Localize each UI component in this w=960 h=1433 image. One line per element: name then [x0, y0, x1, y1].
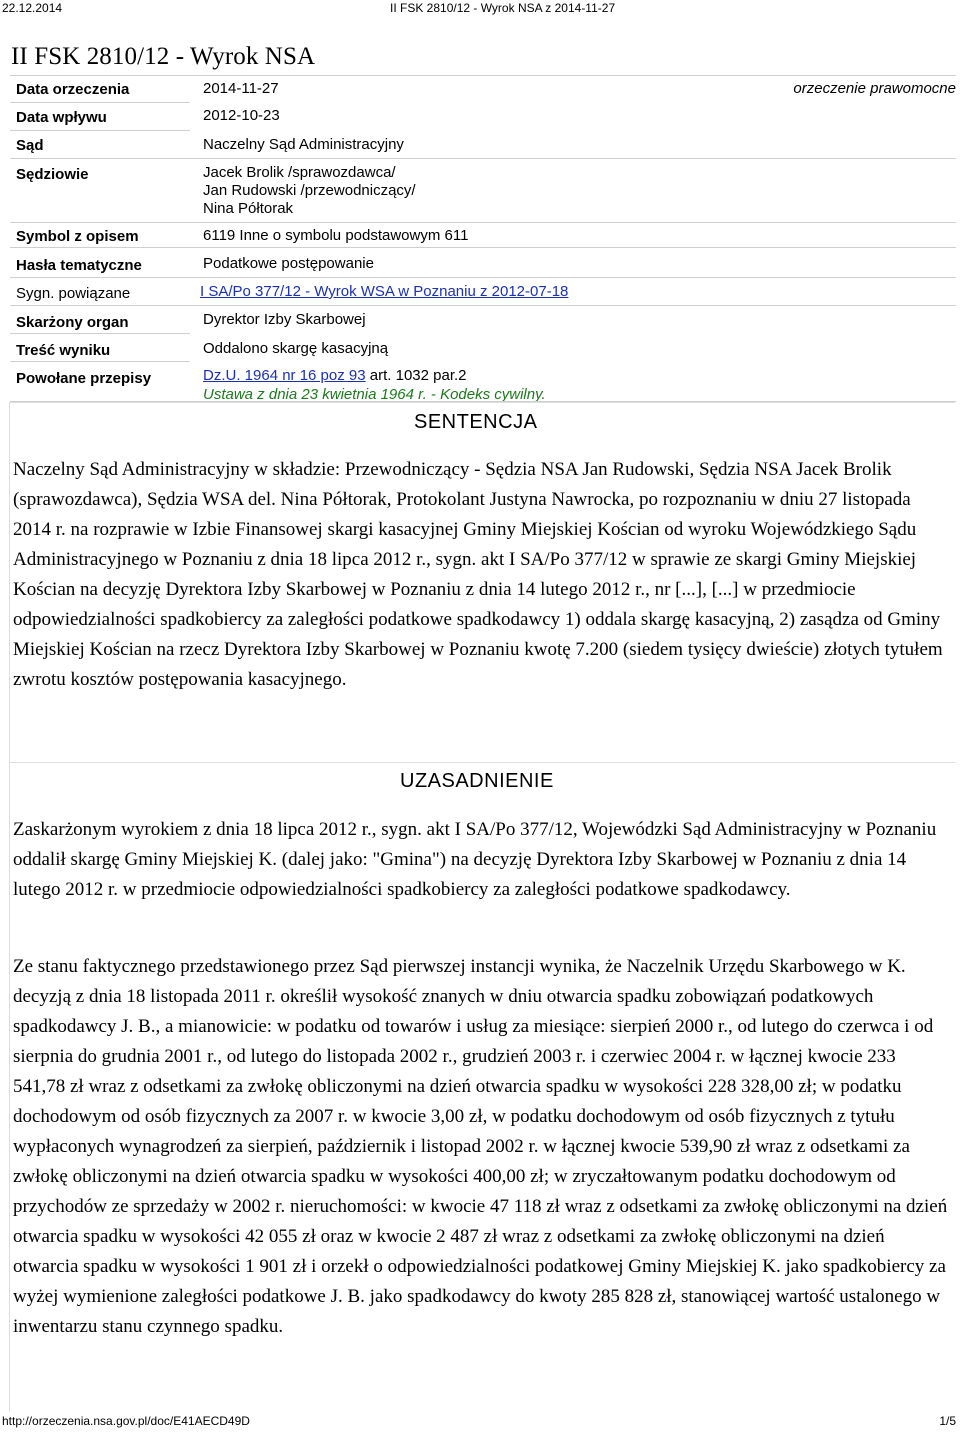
label-przepisy: Powołane przepisy [16, 370, 152, 387]
value-hasla: Podatkowe postępowanie [203, 255, 374, 272]
page-title: II FSK 2810/12 - Wyrok NSA [11, 43, 316, 70]
przepisy-note: Ustawa z dnia 23 kwietnia 1964 r. - Kodeks cywilny. [203, 386, 546, 403]
print-header [0, 0, 960, 20]
uzasadnienie-paragraph-2: Ze stanu faktycznego przedstawionego przez Sąd pierwszej instancji wynika, że Naczelnik Urzędu Skarbowego w K. decyzją z dnia 18 listopada 2011 r. określił wysokość znanych w dniu otwarcia spadku zobowiązań podatkowych spadkodawcy J. B., a mianowicie: w podatku od towarów i usług za miesiące: sierpień 2000 r., od lutego do czerwca i od sierpnia do grudnia 2001 r., od lutego do listopada 2002 r., grudzień 2003 r. i czerwiec 2004 r. w łącznej kwocie 233 541,78 zł wraz z odsetkami za zwłokę obliczonymi na dzień otwarcia spadku w wysokości 228 328,00 zł; w podatku dochodowym od osób fizycznych za 2007 r. w kwocie 3,00 zł, w podatku dochodowym od osób fizycznych z tytułu wypłaconych wynagrodzeń za sierpień, październik i listopad 2002 r. w łącznej kwocie 539,90 zł wraz z odsetkami za zwłokę obliczonymi na dzień otwarcia spadku w wysokości 400,00 zł; w zryczałtowanym podatku dochodowym od przychodów ze sprzedaży w 2002 r. nieruchomości: w kwocie 47 118 zł wraz z odsetkami za zwłokę obliczonymi na dzień otwarcia spadku w wysokości 42 055 zł oraz w kwocie 2 487 zł wraz z odsetkami za zwłokę obliczonymi na dzień otwarcia spadku w wysokości 1 901 zł i orzekł o odpowiedzialności podatkowej Gminy Miejskiej K. jako spadkobiercy za wyżej wymienione zaległości podatkowe J. B. jako spadkodawcy do kwoty 285 828 zł, stanowiącej wartość ustalonego w inwentarzu stanu czynnego spadku. [13, 956, 948, 1337]
row-divider [10, 130, 190, 131]
label-sedziowie: Sędziowie [16, 166, 89, 183]
row-divider [10, 333, 190, 334]
label-sad: Sąd [16, 137, 44, 154]
judge-name: Jacek Brolik /sprawozdawca/ [203, 164, 396, 181]
uzasadnienie-heading: UZASADNIENIE [400, 770, 554, 792]
row-divider [10, 102, 190, 103]
page-number: 1/5 [939, 1414, 956, 1428]
value-organ: Dyrektor Izby Skarbowej [203, 311, 366, 328]
value-data-wplywu: 2012-10-23 [203, 107, 280, 124]
value-sad: Naczelny Sąd Administracyjny [203, 136, 404, 153]
metadata-table [10, 75, 956, 402]
row-divider [10, 158, 956, 159]
przepisy-article: art. 1032 par.2 [365, 367, 467, 384]
label-organ: Skarżony organ [16, 314, 129, 331]
label-data-wplywu: Data wpływu [16, 109, 107, 126]
value-sedziowie [203, 164, 416, 218]
judge-name: Jan Rudowski /przewodniczący/ [203, 182, 416, 199]
link-dz-u[interactable]: Dz.U. 1964 nr 16 poz 93 [203, 367, 366, 384]
value-tresc: Oddalono skargę kasacyjną [203, 340, 389, 357]
print-title: II FSK 2810/12 - Wyrok NSA z 2014-11-27 [390, 1, 616, 15]
row-divider [10, 361, 190, 362]
value-symbol: 6119 Inne o symbolu podstawowym 611 [203, 227, 469, 244]
label-sygn: Sygn. powiązane [16, 285, 131, 302]
row-divider [10, 277, 956, 278]
print-footer [0, 1412, 960, 1432]
value-przepisy [203, 367, 467, 384]
value-data-orzeczenia: 2014-11-27 [203, 80, 279, 97]
row-divider [10, 305, 956, 306]
sentencja-heading: SENTENCJA [414, 411, 538, 433]
print-url: http://orzeczenia.nsa.gov.pl/doc/E41AECD49D [2, 1414, 250, 1428]
label-tresc: Treść wyniku [16, 342, 111, 359]
sentencja-text: Naczelny Sąd Administracyjny w składzie: Przewodniczący - Sędzia NSA Jan Rudowski, Sędzia NSA Jacek Brolik (sprawozdawca), Sędzia WSA del. Nina Półtorak, Protokolant Justyna Nawrocka, po rozpoznaniu w dniu 27 listopada 2014 r. na rozprawie w Izbie Finansowej skargi kasacyjnej Gminy Miejskiej Kościan od wyroku Wojewódzkiego Sądu Administracyjnego w Poznaniu z dnia 18 lipca 2012 r., sygn. akt I SA/Po 377/12 w sprawie ze skargi Gminy Miejskiej Kościan na decyzję Dyrektora Izby Skarbowej w Poznaniu z dnia 14 lutego 2012 r., nr [...], [...] w przedmiocie odpowiedzialności spadkobiercy za zaległości podatkowe spadkodawcy 1) oddala skargę kasacyjną, 2) zasądza od Gminy Miejskiej Kościan na rzecz Dyrektora Izby Skarbowej w Poznaniu kwotę 7.200 (siedem tysięcy dwieście) złotych tytułem zwrotu kosztów postępowania kasacyjnego. [13, 459, 943, 690]
print-date: 22.12.2014 [2, 1, 63, 15]
label-data-orzeczenia: Data orzeczenia [16, 81, 130, 98]
uzasadnienie-paragraph-1: Zaskarżonym wyrokiem z dnia 18 lipca 2012 r., sygn. akt I SA/Po 377/12, Wojewódzki Sąd Administracyjny w Poznaniu oddalił skargę Gminy Miejskiej K. (dalej jako: "Gmina") na decyzję Dyrektora Izby Skarbowej w Poznaniu z dnia 14 lutego 2012 r. w przedmiocie odpowiedzialności spadkobiercy za zaległości podatkowe spadkodawcy. [13, 819, 937, 900]
link-sygn-powiazane[interactable]: I SA/Po 377/12 - Wyrok WSA w Poznaniu z 2012-07-18 [200, 283, 569, 300]
label-hasla: Hasła tematyczne [16, 257, 142, 274]
row-divider [10, 75, 956, 76]
status-badge: orzeczenie prawomocne [793, 80, 956, 97]
label-symbol: Symbol z opisem [16, 228, 139, 245]
row-divider [10, 222, 956, 223]
row-divider [10, 247, 956, 248]
judge-name: Nina Półtorak [203, 200, 294, 217]
